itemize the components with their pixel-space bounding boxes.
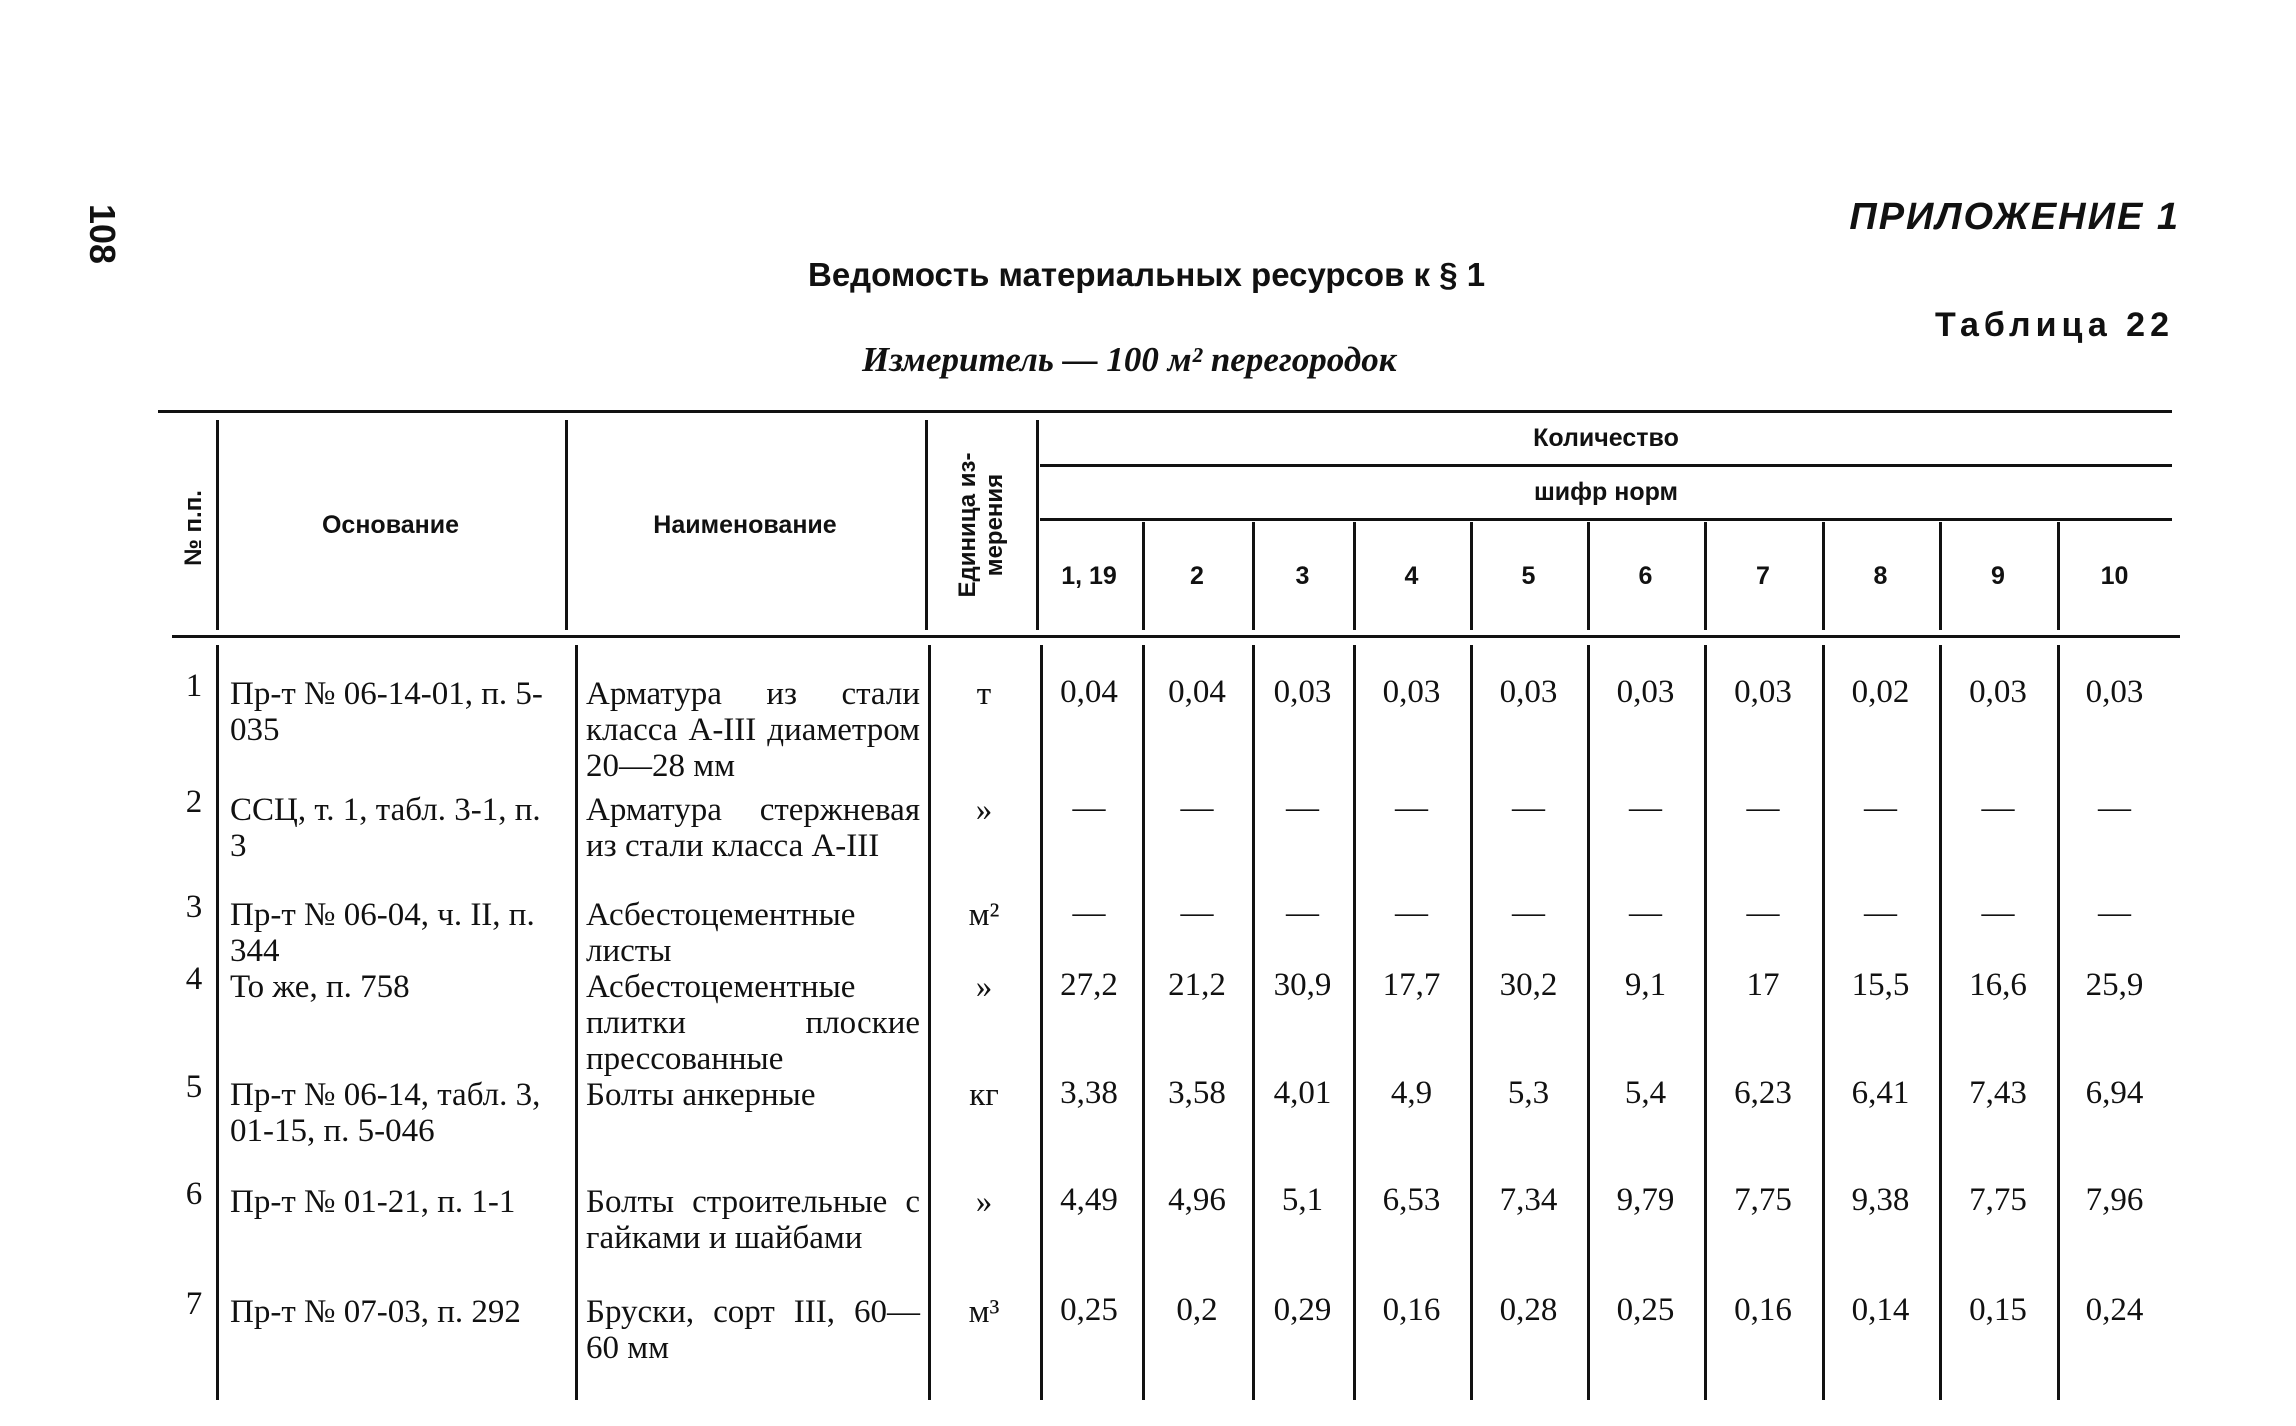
row-value: 0,02: [1851, 674, 1910, 710]
row-value: 7,75: [1969, 1182, 2027, 1218]
row-value: 17,7: [1382, 967, 1441, 1003]
row-value: 17: [1746, 967, 1780, 1003]
row-value: —: [1512, 790, 1545, 826]
row-value: 5,1: [1281, 1182, 1324, 1218]
body-column-rule: [1587, 645, 1590, 1400]
header-code-col: 10: [2100, 561, 2129, 590]
row-value: 5,4: [1624, 1075, 1667, 1111]
row-value: 7,34: [1499, 1182, 1558, 1218]
row-value: —: [1395, 790, 1428, 826]
row-basis: То же, п. 758: [230, 969, 410, 1005]
header-code-col: 9: [1991, 561, 2005, 590]
header-unit-line2: мерения: [981, 473, 1008, 577]
header-code-col: 5: [1521, 561, 1536, 590]
header-code-col: 4: [1404, 561, 1419, 590]
row-value: 0,03: [1499, 674, 1558, 710]
row-value: 6,23: [1734, 1075, 1792, 1111]
row-unit: м³: [968, 1294, 1000, 1330]
row-basis: Пр-т № 01-21, п. 1-1: [230, 1184, 516, 1220]
row-value: 30,2: [1499, 967, 1558, 1003]
row-value: —: [1981, 895, 2015, 931]
header-code-col: 6: [1638, 561, 1653, 590]
row-value: 0,25: [1060, 1292, 1118, 1328]
row-value: 4,49: [1060, 1182, 1118, 1218]
header-code-col: 2: [1190, 561, 1204, 590]
page-number: 108: [82, 204, 123, 265]
row-value: 0,03: [1273, 674, 1332, 710]
appendix-label: ПРИЛОЖЕНИЕ 1: [1849, 196, 2180, 238]
header-bottom-rule: [172, 635, 2180, 638]
row-basis: Пр-т № 06-14-01, п. 5-035: [230, 676, 543, 748]
body-column-rule: [1040, 645, 1043, 1400]
row-value: 0,24: [2085, 1292, 2144, 1328]
row-value: 0,03: [1616, 674, 1675, 710]
row-value: 0,16: [1382, 1292, 1441, 1328]
row-value: —: [1629, 895, 1662, 931]
row-value: —: [1072, 790, 1106, 826]
row-number: 5: [185, 1069, 203, 1105]
body-column-rule: [575, 645, 578, 1400]
row-value: 0,2: [1176, 1292, 1218, 1328]
header-quantity: Количество: [1533, 423, 1679, 452]
row-value: 25,9: [2085, 967, 2144, 1003]
body-column-rule: [216, 645, 219, 1400]
code-rule: [1040, 518, 2172, 521]
body-column-rule: [1470, 645, 1473, 1400]
row-unit: т: [976, 676, 992, 712]
row-value: —: [1072, 895, 1106, 931]
row-value: 0,15: [1969, 1292, 2027, 1328]
row-number: 6: [185, 1176, 203, 1212]
table-label: Таблица 22: [1935, 306, 2174, 344]
header-code-col: 8: [1873, 561, 1888, 590]
header-unit-line1: Единица из-: [954, 452, 981, 598]
header-unit: [954, 425, 1010, 625]
header-name: Наименование: [653, 510, 837, 539]
row-basis: Пр-т № 06-14, табл. 3, 01-15, п. 5-046: [230, 1077, 541, 1149]
row-basis: Пр-т № 07-03, п. 292: [230, 1294, 521, 1330]
row-value: 0,16: [1734, 1292, 1792, 1328]
row-value: 0,03: [1734, 674, 1792, 710]
row-value: 3,58: [1168, 1075, 1226, 1111]
row-value: 4,96: [1168, 1182, 1226, 1218]
row-value: 4,9: [1390, 1075, 1433, 1111]
row-value: —: [1286, 790, 1319, 826]
row-value: 9,1: [1624, 967, 1667, 1003]
row-value: —: [1981, 790, 2015, 826]
row-basis: ССЦ, т. 1, табл. 3-1, п. 3: [230, 792, 541, 864]
meter-caption: Измеритель — 100 м² перегородок: [862, 340, 1397, 379]
row-value: —: [1746, 790, 1780, 826]
row-value: 0,03: [1382, 674, 1441, 710]
header-code-col: 3: [1295, 561, 1310, 590]
row-value: —: [1180, 895, 1214, 931]
row-value: —: [2098, 790, 2131, 826]
row-value: —: [1512, 895, 1545, 931]
row-unit: м²: [968, 897, 1000, 933]
row-value: 9,38: [1851, 1182, 1910, 1218]
header-code-col: 7: [1756, 561, 1770, 590]
header-column-rule: [925, 420, 928, 630]
row-number: 4: [185, 961, 203, 997]
body-column-rule: [1252, 645, 1255, 1400]
row-value: 3,38: [1060, 1075, 1118, 1111]
row-number: 3: [185, 889, 203, 925]
row-value: 27,2: [1060, 967, 1118, 1003]
row-value: 0,04: [1168, 674, 1226, 710]
row-value: —: [1864, 895, 1897, 931]
row-unit: »: [975, 1184, 993, 1220]
header-basis: Основание: [321, 510, 460, 539]
body-column-rule: [2057, 645, 2060, 1400]
body-column-rule: [1353, 645, 1356, 1400]
row-value: —: [1395, 895, 1428, 931]
row-value: 0,03: [2085, 674, 2144, 710]
row-value: —: [1180, 790, 1214, 826]
row-unit: »: [975, 969, 993, 1005]
row-value: 7,96: [2085, 1182, 2144, 1218]
row-name: Асбестоцементные листы: [586, 897, 856, 969]
row-value: 6,53: [1382, 1182, 1441, 1218]
row-value: 15,5: [1851, 967, 1910, 1003]
row-name: Бруски, сорт III, 60—60 мм: [586, 1294, 920, 1366]
row-value: —: [1746, 895, 1780, 931]
row-unit: кг: [969, 1077, 999, 1113]
body-column-rule: [1704, 645, 1707, 1400]
row-value: 0,04: [1060, 674, 1118, 710]
row-value: —: [1864, 790, 1897, 826]
row-value: 30,9: [1273, 967, 1332, 1003]
row-value: 16,6: [1969, 967, 2027, 1003]
row-name: Болты строительные с гайками и шайбами: [586, 1184, 920, 1256]
row-value: 9,79: [1616, 1182, 1675, 1218]
body-column-rule: [1822, 645, 1825, 1400]
row-name: Асбестоцементные плитки плоские прессованные: [586, 969, 920, 1077]
row-value: 0,25: [1616, 1292, 1675, 1328]
row-name: Болты анкерные: [586, 1077, 816, 1113]
header-row-number: № п.п.: [180, 490, 207, 566]
row-value: 7,43: [1969, 1075, 2027, 1111]
row-value: 4,01: [1273, 1075, 1332, 1111]
document-title: Ведомость материальных ресурсов к § 1: [808, 256, 1486, 293]
row-value: 0,28: [1499, 1292, 1558, 1328]
row-basis: Пр-т № 06-04, ч. II, п. 344: [230, 897, 535, 969]
row-value: —: [1286, 895, 1319, 931]
row-name: Арматура из стали класса А-III диаметром 20—28 мм: [586, 676, 920, 784]
body-column-rule: [928, 645, 931, 1400]
body-column-rule: [1939, 645, 1942, 1400]
header-norm-code: шифр норм: [1533, 477, 1679, 506]
row-unit: »: [975, 792, 993, 828]
body-column-rule: [1142, 645, 1145, 1400]
row-number: 1: [185, 668, 203, 704]
row-number: 7: [185, 1286, 203, 1322]
row-number: 2: [185, 784, 203, 820]
row-value: 5,3: [1507, 1075, 1550, 1111]
row-value: 0,03: [1969, 674, 2027, 710]
row-value: 0,29: [1273, 1292, 1332, 1328]
row-value: 0,14: [1851, 1292, 1910, 1328]
row-value: —: [1629, 790, 1662, 826]
row-value: 7,75: [1734, 1182, 1792, 1218]
row-value: 6,94: [2085, 1075, 2144, 1111]
header-code-col: 1, 19: [1061, 561, 1117, 590]
row-name: Арматура стержневая из стали класса А-III: [586, 792, 920, 864]
row-value: —: [2098, 895, 2131, 931]
row-value: 21,2: [1168, 967, 1226, 1003]
row-value: 6,41: [1851, 1075, 1910, 1111]
